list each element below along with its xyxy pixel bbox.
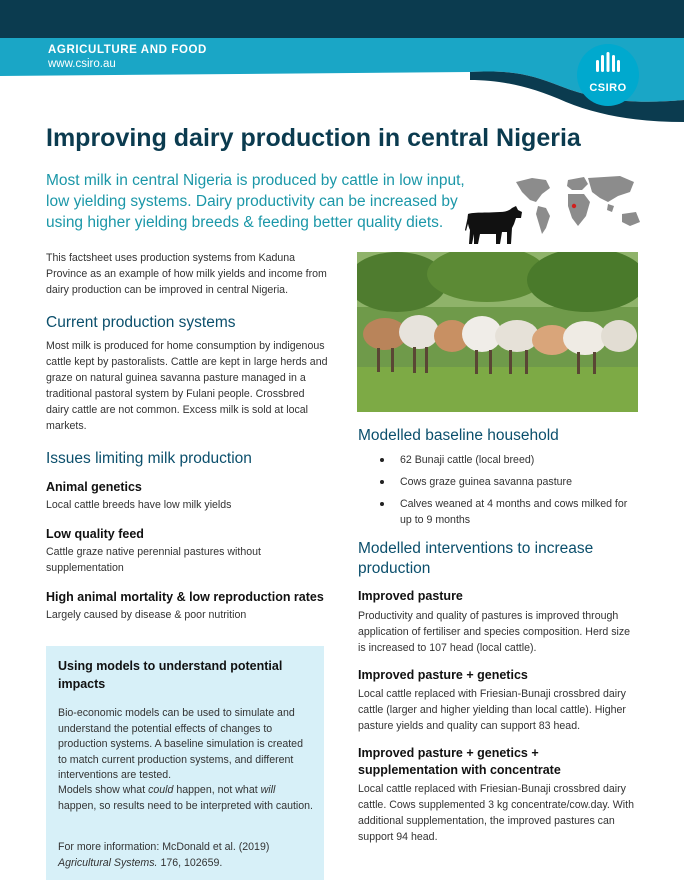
csiro-logo: [577, 44, 639, 106]
info-box-paragraph: Bio-economic models can be used to simulate and understand the potential effects of changes to production systems. A baseline simulation is created to match current production systems, and different interventions are tested.: [58, 707, 303, 781]
bullet-icon: [380, 458, 384, 462]
info-box-heading: Using models to understand potential impacts: [58, 659, 283, 691]
logo-text: CSIRO: [589, 82, 627, 94]
section-heading-interventions: Modelled interventions to increase production: [358, 540, 594, 577]
logo-mark-icon: [577, 44, 639, 84]
intervention-title: Improved pasture + genetics: [358, 668, 528, 682]
division-label: AGRICULTURE AND FOOD: [48, 44, 207, 56]
baseline-list: [358, 452, 638, 534]
section-heading-issues: Issues limiting milk production: [46, 450, 252, 467]
intervention-body: Local cattle replaced with Friesian-Bunaji crossbred dairy cattle (larger and higher yielding than local cattle). Higher pasture yields and quality can support 83 head.: [358, 688, 626, 732]
page-title: Improving dairy production in central Nigeria: [46, 124, 581, 152]
intervention-body: Productivity and quality of pastures is improved through application of fertiliser and species composition. Herd size is increased to 107 head (local cattle).: [358, 610, 631, 654]
issue-title: High animal mortality & low reproduction rates: [46, 590, 324, 604]
website-link[interactable]: www.csiro.au: [48, 58, 116, 70]
list-item: 62 Bunaji cattle (local breed): [358, 452, 638, 468]
intervention-title: Improved pasture + genetics + supplementation with concentrate: [358, 746, 561, 777]
issue-body: Local cattle breeds have low milk yields: [46, 499, 232, 511]
info-box-reference: For more information: McDonald et al. (2019) Agricultural Systems. 176, 102659.: [58, 841, 270, 869]
issue-body: Cattle graze native perennial pastures without supplementation: [46, 546, 261, 574]
cattle-photo: [357, 252, 638, 412]
list-item: Calves weaned at 4 months and cows milked for up to 9 months: [358, 496, 638, 528]
section-heading-baseline: Modelled baseline household: [358, 427, 559, 444]
issue-body: Largely caused by disease & poor nutrition: [46, 609, 247, 621]
current-body: Most milk is produced for home consumption by indigenous cattle kept by pastoralists. Cattle are kept in large herds and graze on natural guinea savanna pasture managed in a traditional pastoral system by Fulani people. Crossbred dairy cattle are not common. Excess milk is sold at local markets.: [46, 340, 328, 432]
lead-paragraph: Most milk in central Nigeria is produced by cattle in low input, low yielding systems. Dairy productivity can be increased by using higher yielding breeds & feeding better quality diets.: [46, 172, 465, 231]
bullet-icon: [380, 502, 384, 506]
models-info-box: [46, 646, 324, 880]
intro-text: This factsheet uses production systems from Kaduna Province as an example of how milk yields and income from dairy production can be improved in central Nigeria.: [46, 252, 327, 296]
world-map-icon: [512, 172, 646, 238]
info-box-paragraph: Models show what could happen, not what will happen, so results need to be interpreted with caution.: [58, 784, 314, 812]
intervention-title: Improved pasture: [358, 589, 463, 603]
intervention-body: Local cattle replaced with Friesian-Bunaji crossbred dairy cattle. Cows supplemented 3 kg concentrate/cow.day. With additional supplementation, the improved pastures can support 94 head.: [358, 783, 634, 843]
issue-title: Animal genetics: [46, 480, 142, 494]
list-item: Cows graze guinea savanna pasture: [358, 474, 638, 490]
section-heading-current: Current production systems: [46, 314, 236, 331]
cow-icon: [464, 204, 524, 248]
issue-title: Low quality feed: [46, 527, 144, 541]
bullet-icon: [380, 480, 384, 484]
